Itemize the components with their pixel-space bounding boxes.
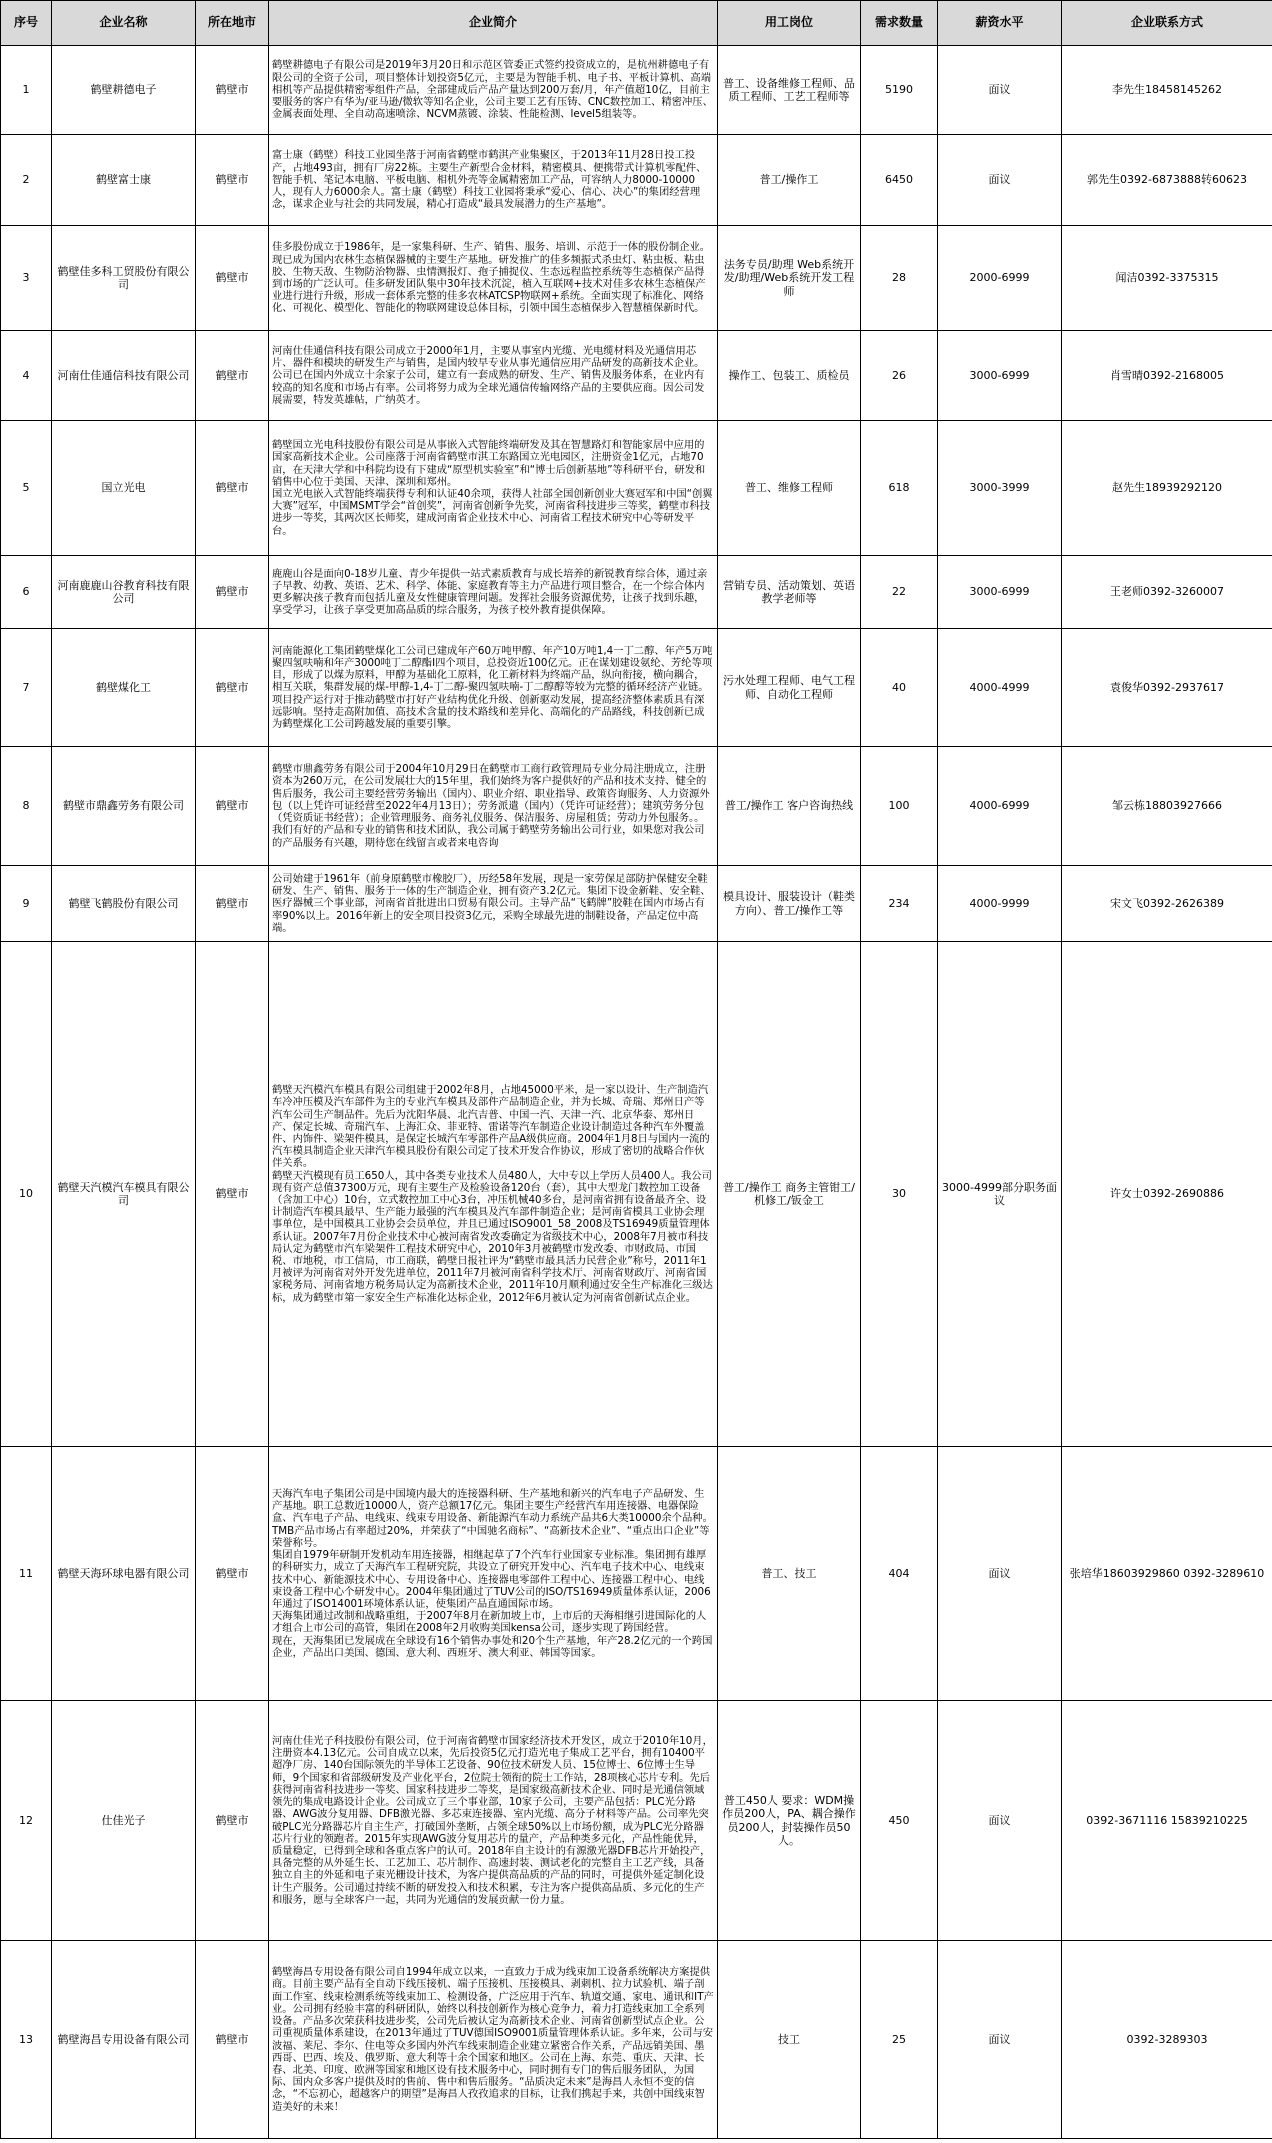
company-name-cell-text: 河南鹿鹿山谷教育科技有限公司 <box>57 578 190 605</box>
positions-cell <box>718 629 861 747</box>
seq-cell-text: 10 <box>19 1187 33 1201</box>
table-row <box>1 331 1272 421</box>
positions-cell-text: 模具设计、服装设计（鞋类方向）、普工/操作工等 <box>723 890 855 917</box>
city-cell-text: 鹤壁市 <box>215 1187 249 1201</box>
city-cell-text: 鹤壁市 <box>215 83 249 97</box>
table-row <box>1 1701 1272 1941</box>
company-name-cell-text: 鹤壁耕德电子 <box>90 83 157 97</box>
header-seq: 序号 <box>1 1 52 46</box>
contact-cell-text: 宋文飞0392-2626389 <box>1110 896 1224 910</box>
positions-cell-text: 普工/操作工 <box>759 173 819 187</box>
seq-cell <box>1 1701 52 1941</box>
positions-cell-text: 营销专员、活动策划、英语教学老师等 <box>723 578 855 605</box>
company-name-cell <box>52 1447 196 1701</box>
positions-cell-text: 污水处理工程师、电气工程师、自动化工程师 <box>723 674 855 701</box>
salary-cell <box>938 46 1062 135</box>
city-cell-text: 鹤壁市 <box>215 2032 249 2046</box>
company-intro-cell-text: 河南仕佳光子科技股份有限公司，位于河南省鹤壁市国家经济技术开发区，成立于2010年10月，注册资本4.13亿元。公司自成立以来，先后投资5亿元打造光电子集成工艺平台，拥有10400平超净厂房、140台国际领先的半导体工艺设备、90位技术研发人员、15位博士、6位博士生导师，9个国家和省部级研发及产业化平台，2位院士领衔的院士工作站，28项核心芯片专利。先后获得河南省科技进步一等奖、国家科技进步二等奖，是国家级高新技术企业、同时是光通信领域领先的集成电路设计企业。公司成立了三个事业部，10家子公司，主要产品包括：PLC光分路器、AWG波分复用器、DFB激光器、多芯束连接器、室内光缆、高分子材料等产品。公司率先突破PLC光分路器芯片自主生产，打破国外垄断，占领全球50%以上市场份额，成为PLC光分路器芯片行业的领跑者。2015年实现AWG波分复用芯片的量产，产品种类多元化，产品性能优异，质量稳定，已得到全球和各重点客户的认可。2018年自主设计的有源激光器DFB芯片开始投产，具备完整的从外延生长、工艺加工、芯片制作、高速封装、测试老化的完整自主工艺产线，具备独立自主的外延和电子束光栅设计技术，为客户提供高品质的产品的同时，可提供外延定制化设计生产服务。公司通过持续不断的研发投入和技术积累，专注为客户提供高品质、多元化的生产和服务，愿与全球客户一起，共同为光通信的发展贡献一份力量。 <box>272 1735 713 1906</box>
company-intro-cell-text: 鹤壁国立光电科技股份有限公司是从事嵌入式智能终端研发及其在智慧路灯和智能家居中应用的国家高新技术企业。公司座落于河南省鹤壁市淇工东路国立光电园区，注册资金1亿元，占地70亩，在天津大学和中科院均设有下建成“原型机实验室”和“博士后创新基地”等科研平台，研发和销售中心位于美国、天津、深圳和郑州。 国立光电嵌入式智能终端获得专利和认证40余项，获得人社部全国创新创业大赛冠军和中国“创翼大赛”冠军，中国MSMT学会“首创奖”，河南省创新争先奖，河南省科技进步三等奖，鹤壁市科技进步一等奖，其两次区长师奖，建成河南省企业技术中心、河南省工程技术研究中心等研发平台。 <box>272 439 713 537</box>
company-intro-cell-text: 河南能源化工集团鹤壁煤化工公司已建成年产60万吨甲醇、年产10万吨1,4一丁二醇、年产5万吨聚四氢呋喃和年产3000吨丁二醇酯I四个项目，总投资近100亿元。正在谋划建设氨纶、芳纶等项目，形成了以煤为原料，甲醇为基础化工原料，化工新材料为终端产品，纵向衔接，横向耦合，相互关联，集群发展的煤-甲醇-1,4-丁二醇-聚四氢呋喃-丁二醇醇等较为完整的循环经济产业链。项目投产运行对于推动鹤壁市打好产业结构优化升级、创新驱动发展，提高经济整体素质具有深远影响。坚持走高附加值、高技术含量的技术路线和差异化、高端化的产品路线，科技创新已成为鹤壁煤化工公司跨越发展的重要引擎。 <box>272 644 713 730</box>
demand-cell <box>861 747 938 866</box>
positions-cell <box>718 421 861 556</box>
salary-cell <box>938 226 1062 331</box>
salary-cell-text: 4000-6999 <box>969 799 1030 813</box>
city-cell <box>196 629 269 747</box>
table-row <box>1 747 1272 866</box>
company-intro-cell-text: 佳多股份成立于1986年，是一家集科研、生产、销售、服务、培训、示范于一体的股份制企业。现已成为国内农林生态植保器械的主要生产基地。研发推广的佳多频振式杀虫灯、粘虫板、粘虫胶、生物天敌、生物防治物器、虫情测报灯、孢子捕捉仪、生态远程监控系统等生态植保产品得到市场的广泛认可。佳多研发团队集中30年技术沉淀，植入互联网+技术对佳多农林生态植保产业进行进行升级，形成一套体系完整的佳多农林ATCSP物联网+系统。全面实现了标准化、网络化、可视化、模型化、智能化的物联网建设总体目标，引领中国生态植保步入智慧植保新时代。 <box>272 241 711 315</box>
seq-cell-text: 5 <box>22 481 30 495</box>
demand-cell-text: 404 <box>888 1566 910 1580</box>
company-name-cell <box>52 556 196 629</box>
company-name-cell <box>52 1701 196 1941</box>
company-intro-cell-text: 公司始建于1961年（前身原鹤壁市橡胶厂），历经58年发展，现是一家劳保足部防护保健安全鞋研发、生产、销售、服务于一体的生产制造企业，拥有资产3.2亿元。集团下设金新鞋、安全鞋、医疗器械三个事业部，河南省首批进出口贸易有限公司。主导产品“飞鹤牌”胶鞋在国内市场占有率90%以上。2016年新上的安全项目投资3亿元，采购全球最先进的制鞋设备，产品定位中高端。 <box>272 872 711 934</box>
positions-cell <box>718 226 861 331</box>
seq-cell-text: 9 <box>22 896 30 910</box>
positions-cell-text: 普工450人 要求：WDM操作员200人，PA、耦合操作员200人，封装操作员50人。 <box>722 1793 856 1847</box>
salary-cell-text: 面议 <box>988 2032 1011 2046</box>
city-cell-text: 鹤壁市 <box>215 799 249 813</box>
contact-cell <box>1062 331 1272 421</box>
seq-cell-text: 4 <box>22 368 30 382</box>
contact-cell <box>1062 46 1272 135</box>
header-positions: 用工岗位 <box>718 1 861 46</box>
salary-cell-text: 3000-6999 <box>969 368 1030 382</box>
city-cell-text: 鹤壁市 <box>215 368 249 382</box>
contact-cell <box>1062 1701 1272 1941</box>
header-contact: 企业联系方式 <box>1062 1 1272 46</box>
positions-cell-text: 普工/操作工 客户咨询热线 <box>724 799 854 813</box>
company-name-cell <box>52 629 196 747</box>
demand-cell-text: 40 <box>892 680 906 694</box>
seq-cell-text: 2 <box>22 173 30 187</box>
salary-cell-text: 3000-3999 <box>969 481 1030 495</box>
seq-cell-text: 13 <box>19 2032 33 2046</box>
company-name-cell-text: 鹤壁海昌专用设备有限公司 <box>57 2032 190 2046</box>
company-name-cell-text: 鹤壁煤化工 <box>96 680 151 694</box>
company-name-cell-text: 河南仕佳通信科技有限公司 <box>57 368 190 382</box>
seq-cell <box>1 556 52 629</box>
positions-cell <box>718 556 861 629</box>
demand-cell-text: 234 <box>888 896 910 910</box>
positions-cell-text: 操作工、包装工、质检员 <box>728 368 850 382</box>
city-cell-text: 鹤壁市 <box>215 1566 249 1580</box>
company-intro-cell-text: 鹿鹿山谷是面向0-18岁儿童、青少年提供一站式素质教育与成长培养的新锐教育综合体，通过亲子早教、幼教、英语、艺术、科学、体能、家庭教育等主力产品进行项目整合，在一个综合体内更多解决孩子教育而包括儿童及女性健康管理问题。发挥社会服务资源优势，让孩子找到乐趣，享受学习，让孩子享受更加高品质的综合服务，为孩子校外教育提供保障。 <box>272 567 708 617</box>
positions-cell-text: 普工、技工 <box>761 1566 817 1580</box>
seq-cell <box>1 866 52 942</box>
table-row <box>1 1941 1272 2139</box>
demand-cell <box>861 135 938 226</box>
company-name-cell-text: 鹤壁市鼎鑫劳务有限公司 <box>63 799 184 813</box>
company-intro-cell <box>269 1447 718 1701</box>
positions-cell <box>718 942 861 1447</box>
city-cell-text: 鹤壁市 <box>215 896 249 910</box>
table-row <box>1 1447 1272 1701</box>
company-intro-cell <box>269 421 718 556</box>
city-cell-text: 鹤壁市 <box>215 271 249 285</box>
city-cell-text: 鹤壁市 <box>215 173 249 187</box>
demand-cell-text: 100 <box>888 799 910 813</box>
table-row <box>1 556 1272 629</box>
salary-cell <box>938 629 1062 747</box>
demand-cell <box>861 942 938 1447</box>
salary-cell-text: 3000-6999 <box>969 585 1030 599</box>
contact-cell-text: 张培华18603929860 0392-3289610 <box>1069 1566 1265 1580</box>
demand-cell-text: 26 <box>892 368 906 382</box>
demand-cell-text: 22 <box>892 585 906 599</box>
seq-cell <box>1 747 52 866</box>
demand-cell <box>861 866 938 942</box>
city-cell <box>196 1701 269 1941</box>
seq-cell-text: 8 <box>22 799 30 813</box>
company-name-cell <box>52 226 196 331</box>
company-intro-cell <box>269 135 718 226</box>
demand-cell-text: 5190 <box>885 83 913 97</box>
seq-cell-text: 3 <box>22 271 30 285</box>
seq-cell <box>1 226 52 331</box>
contact-cell-text: 赵先生18939292120 <box>1112 481 1222 495</box>
city-cell <box>196 226 269 331</box>
company-name-cell <box>52 331 196 421</box>
salary-cell <box>938 1941 1062 2139</box>
company-intro-cell-text: 鹤壁海昌专用设备有限公司自1994年成立以来，一直致力于成为线束加工设备系统解决方案提供商。目前主要产品有全自动下线压接机、端子压接机、压接模具、剥刺机、拉力试验机、端子剖面工作室、线束检测系统等线束加工、检测设备，广泛应用于汽车、轨道交通、家电、通讯和IT产业。公司拥有经验丰富的科研团队，始终以科技创新作为核心竞争力，着力打造线束加工全系列设备。产品多次荣获科技进步奖，公司先后被认定为高新技术企业、河南省创新型试点企业。公司重视质量体系建设，在2013年通过了TUV德国ISO9001质量管理体系认证。多年来，公司与安波福、莱尼、李尔、住电等众多国内外汽车线束制造企业建立紧密合作关系，产品远销美国、墨西哥、巴西、埃及、俄罗斯、意大利等十余个国家和地区。公司在上海、东莞、重庆、天津、长春、北美、印度、欧洲等国家和地区设有技术服务中心，同时拥有专门的售后服务团队，为国际、国内众多客户提供及时的售前、售中和售后服务。“品质决定未来”是海昌人永恒不变的信念，“不忘初心，超越客户的期望”是海昌人孜孜追求的目标，让我们携起手来，共创中国线束智造美好的未来！ <box>272 1966 714 2113</box>
seq-cell-text: 6 <box>22 585 30 599</box>
contact-cell <box>1062 942 1272 1447</box>
company-name-cell-text: 鹤壁飞鹤股份有限公司 <box>68 896 179 910</box>
seq-cell <box>1 331 52 421</box>
company-name-cell-text: 国立光电 <box>101 481 146 495</box>
demand-cell <box>861 46 938 135</box>
city-cell <box>196 942 269 1447</box>
company-name-cell-text: 鹤壁天海环球电器有限公司 <box>57 1566 190 1580</box>
salary-cell-text: 面议 <box>988 1813 1011 1827</box>
seq-cell <box>1 421 52 556</box>
demand-cell <box>861 1447 938 1701</box>
demand-cell <box>861 331 938 421</box>
salary-cell <box>938 1447 1062 1701</box>
demand-cell-text: 30 <box>892 1187 906 1201</box>
positions-cell <box>718 1941 861 2139</box>
company-name-cell-text: 仕佳光子 <box>101 1813 146 1827</box>
contact-cell <box>1062 135 1272 226</box>
table-row <box>1 46 1272 135</box>
seq-cell <box>1 942 52 1447</box>
header-intro: 企业简介 <box>269 1 718 46</box>
positions-cell-text: 技工 <box>778 2032 800 2046</box>
salary-cell <box>938 331 1062 421</box>
demand-cell <box>861 629 938 747</box>
positions-cell-text: 普工、维修工程师 <box>745 481 833 495</box>
header-company: 企业名称 <box>52 1 196 46</box>
salary-cell <box>938 942 1062 1447</box>
salary-cell <box>938 135 1062 226</box>
table-row <box>1 226 1272 331</box>
contact-cell-text: 0392-3289303 <box>1126 2032 1208 2046</box>
city-cell-text: 鹤壁市 <box>215 481 249 495</box>
contact-cell-text: 闻洁0392-3375315 <box>1115 271 1219 285</box>
seq-cell-text: 11 <box>19 1566 33 1580</box>
demand-cell <box>861 421 938 556</box>
company-name-cell-text: 鹤壁富士康 <box>96 173 151 187</box>
company-name-cell <box>52 135 196 226</box>
salary-cell-text: 4000-4999 <box>969 680 1030 694</box>
salary-cell-text: 面议 <box>988 173 1011 187</box>
demand-cell-text: 25 <box>892 2032 906 2046</box>
company-intro-cell <box>269 942 718 1447</box>
company-intro-cell <box>269 331 718 421</box>
contact-cell <box>1062 226 1272 331</box>
city-cell <box>196 421 269 556</box>
contact-cell <box>1062 629 1272 747</box>
company-intro-cell <box>269 1941 718 2139</box>
salary-cell-text: 面议 <box>988 1566 1011 1580</box>
positions-cell-text: 普工、设备维修工程师、品质工程师、工艺工程师等 <box>723 76 855 103</box>
city-cell <box>196 135 269 226</box>
seq-cell-text: 12 <box>19 1813 33 1827</box>
company-intro-cell <box>269 629 718 747</box>
company-intro-cell-text: 鹤壁耕德电子有限公司是2019年3月20日和示范区管委正式签约投资成立的，是杭州耕德电子有限公司的全资子公司，项目整体计划投资5亿元，主要是为智能手机、电子书、平板计算机、高端相机等产品提供精密零组件产品，全部建成后产品产量达到200万套/月，年产值超10亿，目前主要服务的客户有华为/亚马逊/微软等知名企业，公司主要工艺有压铸、CNC数控加工、精密冲压、金属表面处理、全自动高速喷涂、NCVM蒸镀、涂装、性能检测、level5组装等。 <box>272 59 713 121</box>
company-name-cell <box>52 1941 196 2139</box>
positions-cell <box>718 1447 861 1701</box>
table-row <box>1 942 1272 1447</box>
contact-cell-text: 李先生18458145262 <box>1112 83 1222 97</box>
header-city: 所在地市 <box>196 1 269 46</box>
contact-cell <box>1062 1447 1272 1701</box>
company-intro-cell-text: 天海汽车电子集团公司是中国境内最大的连接器科研、生产基地和新兴的汽车电子产品研发、生产基地。职工总数近10000人，资产总额17亿元。集团主要生产经营汽车用连接器、电器保险盒、汽车电子产品、电线束、线束专用设备、新能源汽车动力系统产品共6大类10000余个品种。TMB产品市场占有率超过20%，并荣获了“中国驰名商标”、“高新技术企业”、“重点出口企业”等荣誉称号。 集团自1979年研制开发机动车用连接器，相继起草了7个汽车行业国家专业标准。集团拥有雄厚的科研实力，成立了天海汽车工程研究院，共设立了研究开发中心、汽车电子技术中心、电线束技术中心、新能源技术中心、专用设备中心、连接器电零部件工程中心、连接器工程中心、电线束设备工程中心个研发中心。2004年集团通过了TUV公司的ISO/TS16949质量体系认证，2006年通过了ISO14001环境体系认证，使集团产品直通国际市场。 天海集团通过改制和战略重组，于2007年8月在新加坡上市，上市后的天海相继引进国际化的人才组合上市公司的高管，集团在2008年2月收购美国kensa公司，逐步实现了跨国经营。 现在，天海集团已发展成在全球设有16个销售办事处和20个生产基地，年产28.2亿元的一个跨国企业，产品出口美国、德国、意大利、西班牙、澳大利亚、韩国等国家。 <box>272 1488 713 1659</box>
demand-cell <box>861 1701 938 1941</box>
city-cell <box>196 1941 269 2139</box>
positions-cell <box>718 866 861 942</box>
header-salary: 薪资水平 <box>938 1 1062 46</box>
salary-cell-text: 面议 <box>988 83 1011 97</box>
contact-cell <box>1062 556 1272 629</box>
city-cell-text: 鹤壁市 <box>215 1813 249 1827</box>
company-intro-cell-text: 鹤壁市鼎鑫劳务有限公司于2004年10月29日在鹤壁市工商行政管理局专业分局注册成立，注册资本为260万元，在公司发展壮大的15年里，我们始终为客户提供好的产品和技术支持、健全的售后服务，我公司主要经营劳务输出（国内）、职业介绍、职业指导、政策咨询服务、人力资源外包（以上凭许可证经营至2022年4月13日）；劳务派遣（国内）（凭许可证经营）；建筑劳务分包（凭资质证书经营）；企业管理服务、商务礼仪服务、保洁服务、房屋租赁；劳动力外包服务。。我们有好的产品和专业的销售和技术团队，我公司属于鹤壁劳务输出公司行业，如果您对我公司的产品服务有兴趣，期待您在线留言或者来电咨询 <box>272 763 710 849</box>
contact-cell-text: 王老师0392-3260007 <box>1110 585 1224 599</box>
company-name-cell-text: 鹤壁天汽模汽车模具有限公司 <box>57 1180 190 1207</box>
salary-cell-text: 3000-4999部分职务面议 <box>942 1180 1057 1207</box>
salary-cell <box>938 421 1062 556</box>
seq-cell <box>1 1447 52 1701</box>
city-cell <box>196 747 269 866</box>
demand-cell-text: 6450 <box>885 173 913 187</box>
contact-cell <box>1062 1941 1272 2139</box>
contact-cell-text: 袁俊华0392-2937617 <box>1110 680 1224 694</box>
company-intro-cell <box>269 747 718 866</box>
city-cell <box>196 1447 269 1701</box>
header-row <box>1 1 1272 46</box>
company-name-cell <box>52 46 196 135</box>
city-cell <box>196 556 269 629</box>
salary-cell <box>938 747 1062 866</box>
city-cell-text: 鹤壁市 <box>215 585 249 599</box>
demand-cell <box>861 1941 938 2139</box>
contact-cell <box>1062 747 1272 866</box>
company-name-cell <box>52 421 196 556</box>
city-cell <box>196 46 269 135</box>
city-cell-text: 鹤壁市 <box>215 680 249 694</box>
demand-cell-text: 450 <box>888 1813 910 1827</box>
company-intro-cell <box>269 556 718 629</box>
seq-cell <box>1 1941 52 2139</box>
company-name-cell <box>52 866 196 942</box>
seq-cell <box>1 135 52 226</box>
seq-cell <box>1 46 52 135</box>
table-row <box>1 135 1272 226</box>
table-row <box>1 629 1272 747</box>
positions-cell <box>718 747 861 866</box>
company-intro-cell <box>269 866 718 942</box>
company-intro-cell-text: 鹤壁天汽模汽车模具有限公司组建于2002年8月，占地45000平米，是一家以设计、生产制造汽车冷冲压模及汽车部件为主的专业汽车模具及部件产品制造企业，并为长城、奇瑞、郑州日产等汽车公司生产制品件。先后为沈阳华晨、北汽吉普、中国一汽、天津一汽、北京华泰、郑州日产、保定长城、奇瑞汽车、上海汇众、菲亚特、雷诺等汽车制造企业设计制造过各种汽车外覆盖件、内饰件、梁架件模具，是保定长城汽车零部件产品A级供应商。2004年1月8日与国内一流的汽车模具制造企业天津汽车模具股份有限公司定了技术开发合作协议，形成了密切的战略合作伙伴关系。 鹤壁天汽模现有员工650人，其中各类专业技术人员480人，大中专以上学历人员400人。我公司现有资产总值37300万元，现有主要生产及检验设备120台（套），其中大型龙门数控加工设备（含加工中心）10台，立式数控加工中心3台，冲压机械40多台，是河南省拥有设备最齐全、设计制造汽车模具最早、生产能力最强的汽车模具及汽车部件制造企业；是河南省模具工业协会理事单位，是中国模具工业协会会员单位，并且已通过ISO9001_58_2008及TS16949质量管理体系认证。2007年7月份企业技术中心被河南省发改委确定为省级技术中心，2008年7月被市科技局认定为鹤壁市汽车梁架件工程技术研究中心，2010年3月被鹤壁市发改委、市财政局、市国税、市地税，市工信局，市工商联，鹤壁日报社评为“鹤壁市最具活力民营企业”称号，2011年1月被评为河南省对外开发先进单位，2011年7月被河南省科学技术厅、河南省财政厅、河南省国家税务局、河南省地方税务局认定为高新技术企业，2011年10月顺利通过安全生产标准化三级达标，成为鹤壁市第一家安全生产标准化达标企业，2012年6月被认定为河南省创新试点企业。 <box>272 1084 713 1304</box>
company-name-cell <box>52 942 196 1447</box>
contact-cell-text: 肖雪晴0392-2168005 <box>1110 368 1224 382</box>
contact-cell-text: 郭先生0392-6873888转60623 <box>1087 173 1247 187</box>
salary-cell <box>938 1701 1062 1941</box>
salary-cell <box>938 866 1062 942</box>
salary-cell-text: 4000-9999 <box>969 896 1030 910</box>
header-demand: 需求数量 <box>861 1 938 46</box>
city-cell <box>196 866 269 942</box>
contact-cell <box>1062 421 1272 556</box>
contact-cell-text: 许女士0392-2690886 <box>1110 1187 1224 1201</box>
city-cell <box>196 331 269 421</box>
company-name-cell-text: 鹤壁佳多科工贸股份有限公司 <box>57 264 190 291</box>
contact-cell-text: 0392-3671116 15839210225 <box>1086 1813 1248 1827</box>
company-intro-cell-text: 河南仕佳通信科技有限公司成立于2000年1月，主要从事室内光缆、光电缆材料及光通信用芯片、器件和模块的研发生产与销售，是国内较早专业从事光通信应用产品研发的高新技术企业。公司已在国内外成立十余家子公司，建立有一套成熟的研发、生产、销售及服务体系，在业内有较高的知名度和市场占有率。公司将努力成为全球光通信传输网络产品的主要供应商。因公司发展需要，特发英雄帖，广纳英才。 <box>272 344 705 406</box>
demand-cell <box>861 556 938 629</box>
demand-cell-text: 28 <box>892 271 906 285</box>
table-row <box>1 866 1272 942</box>
positions-cell-text: 普工/操作工 商务主管钳工/机修工/钣金工 <box>723 1180 855 1207</box>
seq-cell-text: 7 <box>22 680 30 694</box>
company-intro-cell <box>269 226 718 331</box>
demand-cell <box>861 226 938 331</box>
seq-cell <box>1 629 52 747</box>
company-intro-cell <box>269 1701 718 1941</box>
company-intro-cell <box>269 46 718 135</box>
company-name-cell <box>52 747 196 866</box>
positions-cell <box>718 331 861 421</box>
salary-cell-text: 2000-6999 <box>969 271 1030 285</box>
seq-cell-text: 1 <box>22 83 30 97</box>
positions-cell <box>718 135 861 226</box>
salary-cell <box>938 556 1062 629</box>
company-intro-cell-text: 富士康（鹤壁）科技工业园坐落于河南省鹤壁市鹤淇产业集聚区，于2013年11月28日投工投产，占地493亩，拥有厂房22栋。主要生产新型合金材料，精密模具、便携带式计算机零配件、智能手机、笔记本电脑、平板电脑、相机外壳等金属精密加工产品，可容纳人力8000-10000人，现有人力6000余人。富士康（鹤壁）科技工业园将秉承“爱心、信心、决心”的集团经营理念，谋求企业与社会的共同发展，精心打造成“最具发展潜力的生产基地”。 <box>272 149 707 211</box>
positions-cell <box>718 46 861 135</box>
positions-cell <box>718 1701 861 1941</box>
demand-cell-text: 618 <box>888 481 910 495</box>
contact-cell <box>1062 866 1272 942</box>
table-row <box>1 421 1272 556</box>
contact-cell-text: 邹云栋18803927666 <box>1112 799 1222 813</box>
positions-cell-text: 法务专员/助理 Web系统开发/助理/Web系统开发工程师 <box>723 258 855 298</box>
